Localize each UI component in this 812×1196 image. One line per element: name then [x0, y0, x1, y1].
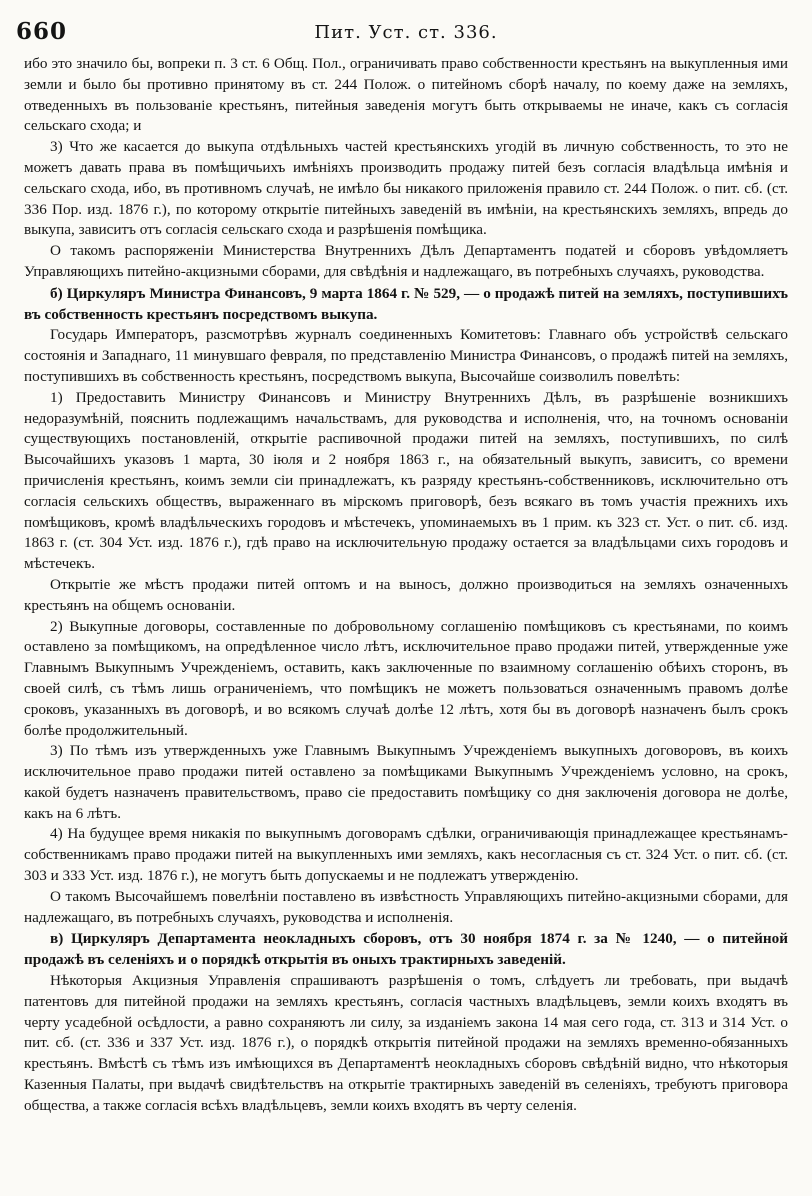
section-heading-b: б) Циркуляръ Министра Финансовъ, 9 марта 1864 г. № 529, — о продажѣ питей на земляхъ, поступившихъ въ собственность крестьянъ посредствомъ выкупа. — [24, 284, 788, 323]
paragraph: О такомъ распоряженіи Министерства Внутреннихъ Дѣлъ Департаментъ податей и сборовъ увѣдомляетъ Управляющихъ питейно-акцизными сборами, для свѣдѣнія и надлежащаго, въ потребныхъ случаяхъ, руководства. — [24, 242, 788, 280]
page-header — [0, 12, 812, 46]
paragraph: Открытіе же мѣстъ продажи питей оптомъ и на выносъ, должно производиться на земляхъ означенныхъ крестьянъ на общемъ основаніи. — [24, 575, 788, 614]
paragraph: Нѣкоторыя Акцизныя Управленія спрашиваютъ разрѣшенія о томъ, слѣдуетъ ли требовать, при выдачѣ патентовъ для питейной продажи на земляхъ крестьянъ, согласія частныхъ владѣльцевъ, земли коихъ входятъ въ черту усадебной осѣдлости, а равно сохраняютъ ли силу, за изданіемъ закона 14 мая сего года, ст. 313 и 314 Уст. о пит. сб. (ст. 336 и 337 Уст. изд. 1876 г.), о порядкѣ открытія питейной продажи на земляхъ временно-обязанныхъ крестьянъ. Вмѣстѣ съ тѣмъ изъ имѣющихся въ Департаментѣ неокладныхъ сборовъ свѣдѣній видно, что нѣкоторыя Казенныя Палаты, при выдачѣ свидѣтельствъ на открытіе трактирныхъ заведеній въ селеніяхъ, требуютъ приговора общества, а также согласія всѣхъ владѣльцевъ, земли коихъ входятъ въ черту селенія. — [24, 972, 788, 1114]
paragraph-continuation: ибо это значило бы, вопреки п. 3 ст. 6 Общ. Пол., ограничивать право собственности крестьянъ на выкупленныя ими земли и было бы противно принятому въ ст. 244 Полож. о питейномъ сборѣ началу, по коему даже на земляхъ, отведенныхъ въ пользованіе крестьянъ, питейныя заведенія могутъ быть открываемы не иначе, какъ съ согласія сельскаго схода; и — [24, 55, 788, 135]
paragraph: 4) На будущее время никакія по выкупнымъ договорамъ сдѣлки, ограничивающія принадлежащее крестьянамъ-собственникамъ право продажи питей на выкупленныхъ ими земляхъ, какъ несогласныя съ ст. 324 Уст. о пит. сб. (ст. 303 и 333 Уст. изд. 1876 г.), не могутъ быть допускаемы и не подлежатъ утвержденію. — [24, 825, 788, 885]
paragraph: 3) По тѣмъ изъ утвержденныхъ уже Главнымъ Выкупнымъ Учрежденіемъ выкупныхъ договоровъ, въ коихъ исключительное право продажи питей оставлено за помѣщиками Выкупнымъ Учрежденіемъ условно, на срокъ, какой будетъ назначенъ правительствомъ, право сіе предоставить помѣщику со дня заключенія договора не долѣе, какъ на 6 лѣтъ. — [24, 742, 788, 822]
paragraph: Государь Императоръ, разсмотрѣвъ журналъ соединенныхъ Комитетовъ: Главнаго объ устройствѣ сельскаго состоянія и Западнаго, 11 минувшаго февраля, по представленію Министра Финансовъ, о продажѣ питей на земляхъ, поступившихъ въ собственность крестьянъ, посредствомъ выкупа, Высочайше соизволилъ повелѣть: — [24, 326, 788, 385]
section-heading-v: в) Циркуляръ Департамента неокладныхъ сборовъ, отъ 30 ноября 1874 г. за № 1240, — о питейной продажѣ въ селеніяхъ и о порядкѣ открытія въ оныхъ трактирныхъ заведеній. — [24, 930, 788, 969]
paragraph: О такомъ Высочайшемъ повелѣніи поставлено въ извѣстность Управляющихъ питейно-акцизными сборами, для надлежащаго, въ потребныхъ случаяхъ, руководства и исполненія. — [24, 887, 788, 926]
paragraph: 3) Что же касается до выкупа отдѣльныхъ частей крестьянскихъ угодій въ личную собственность, то это не можетъ давать права въ помѣщичьихъ имѣніяхъ производить продажу питей безъ согласія владѣльца имѣнія и сельскаго схода, ибо, въ противномъ случаѣ, не имѣло бы никакого приложенія правило ст. 244 Полож. о пит. сб. (ст. 336 Пор. изд. 1876 г.), по которому открытіе питейныхъ заведеній въ имѣніи, на крестьянскихъ земляхъ, впредь до выкупа, зависитъ отъ согласія сельскаго схода и разрѣшенія помѣщика. — [24, 138, 788, 239]
paragraph: 1) Предоставить Министру Финансовъ и Министру Внутреннихъ Дѣлъ, въ разрѣшеніе возникшихъ недоразумѣній, пояснить подлежащимъ начальствамъ, для руководства и исполненія, что, на точномъ основаніи существующихъ постановленій, открытіе распивочной продажи питей на земляхъ, поступившихъ, по силѣ Высочайшихъ указовъ 1 марта, 30 іюля и 2 ноября 1863 г., на обязательный выкупъ, зависитъ, со времени причисленія крестьянъ, коимъ земли сіи принадлежатъ, къ разряду крестьянъ-собственниковъ, исключительно отъ согласія сельскихъ обществъ, выраженнаго въ мірскомъ приговорѣ, безъ всякаго въ томъ участія прежнихъ ихъ помѣщиковъ, кромѣ владѣльческихъ городовъ и мѣстечекъ, упоминаемыхъ въ 1 прим. къ 323 ст. Уст. о пит. сб. изд. 1863 г. (ст. 304 Уст. изд. 1876 г.), гдѣ право на исключительную продажу остается за владѣльцами сихъ городовъ и мѣстечекъ. — [24, 388, 788, 573]
running-title: Пит. Уст. ст. 336. — [314, 22, 498, 43]
page-number: 660 — [16, 18, 68, 45]
paragraph: 2) Выкупные договоры, составленные по добровольному соглашенію помѣщиковъ съ крестьянами, по коимъ оставлено за помѣщикомъ, на опредѣленное число лѣтъ, исключительное право продажи питей, утвержденные уже Главнымъ Выкупнымъ Учрежденіемъ, оставить, какъ заключенные по взаимному соглашенію обѣихъ сторонъ, въ своей силѣ, съ тѣмъ лишь ограниченіемъ, что помѣщикъ не можетъ пользоваться означеннымъ правомъ долѣе сроковъ, указанныхъ въ договорѣ, и во всякомъ случаѣ долѣе 12 лѣтъ, хотя бы въ договорѣ назначенъ былъ срокъ болѣе продолжительный. — [24, 617, 788, 739]
document-body — [24, 54, 788, 1117]
